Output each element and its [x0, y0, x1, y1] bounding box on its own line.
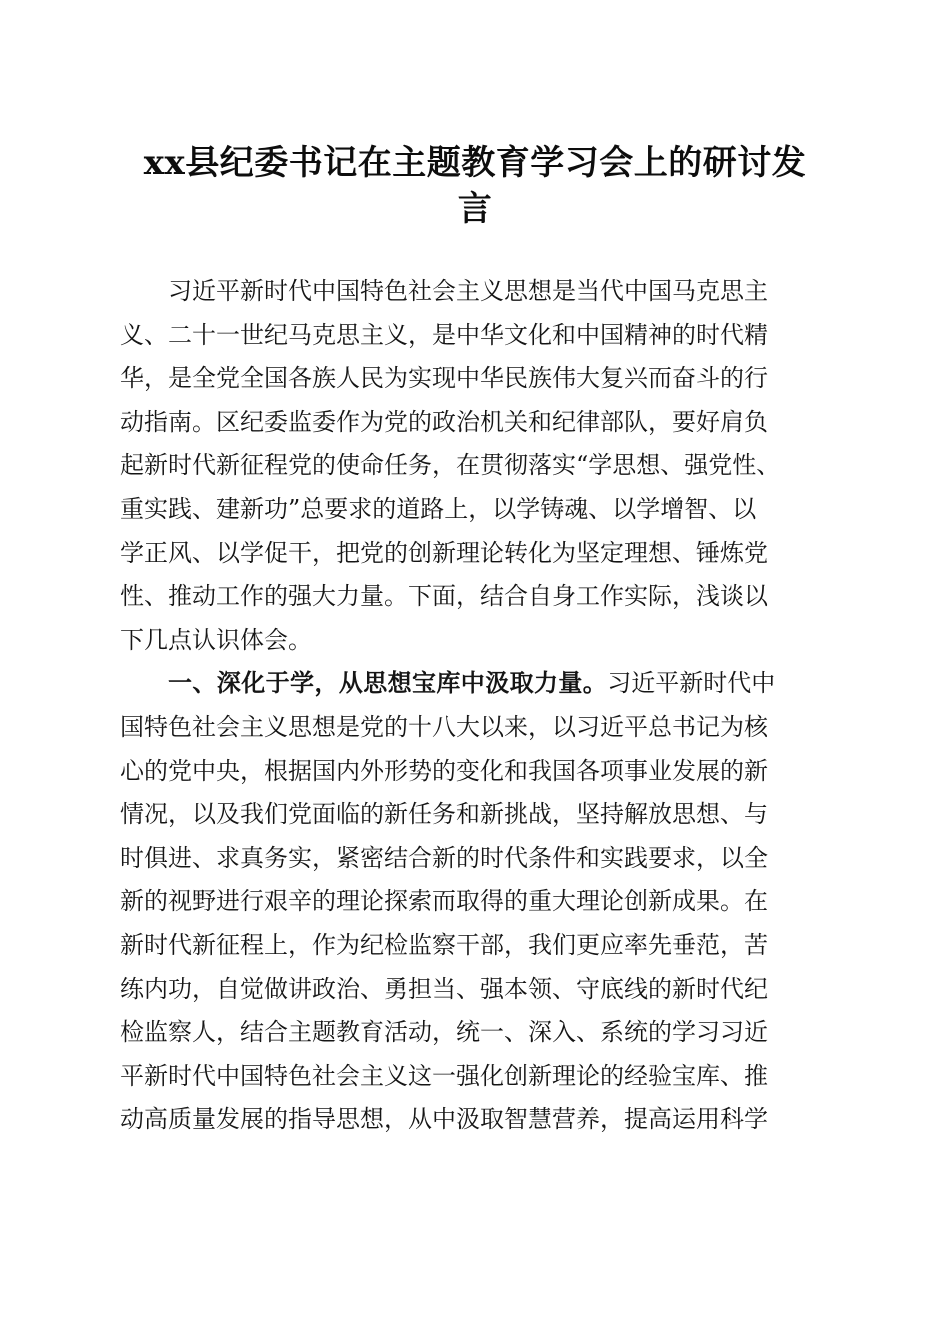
paragraph-line: 动高质量发展的指导思想，从中汲取智慧营养，提高运用科学 [120, 1105, 768, 1134]
paragraph-line: 检监察人，结合主题教育活动，统一、深入、系统的学习习近 [120, 1018, 768, 1047]
paragraph-line: 新的视野进行艰辛的理论探索而取得的重大理论创新成果。在 [120, 887, 768, 916]
paragraph-line: 习近平新时代中国特色社会主义思想是当代中国马克思主 [168, 277, 768, 305]
title-line: 言 [457, 189, 493, 229]
paragraph-line: 时俱进、求真务实，紧密结合新的时代条件和实践要求，以全 [120, 843, 768, 872]
section-1-first-line [120, 662, 850, 706]
paragraph-line: 练内功，自觉做讲政治、勇担当、强本领、守底线的新时代纪 [120, 974, 768, 1003]
paragraph-line: 华，是全党全国各族人民为实现中华民族伟大复兴而奋斗的行 [120, 364, 768, 393]
paragraph-line: 重实践、建新功”总要求的道路上，以学铸魂、以学增智、以 [120, 494, 757, 523]
paragraph-line: 心的党中央，根据国内外形势的变化和我国各项事业发展的新 [120, 756, 768, 785]
paragraph-line: 情况，以及我们党面临的新任务和新挑战，坚持解放思想、与 [120, 800, 768, 829]
paragraph-line: 下几点认识体会。 [120, 625, 312, 654]
paragraph-line: 学正风、以学促干，把党的创新理论转化为坚定理想、锤炼党 [120, 538, 768, 567]
paragraph-line: 动指南。区纪委监委作为党的政治机关和纪律部队，要好肩负 [120, 407, 768, 436]
paragraph-line: 起新时代新征程党的使命任务，在贯彻落实“学思想、强党性、 [120, 451, 781, 480]
section-1-first-line-text: 习近平新时代中 [607, 669, 776, 698]
intro-paragraph [120, 270, 850, 662]
paragraph-line: 性、推动工作的强大力量。下面，结合自身工作实际，浅谈以 [120, 582, 768, 611]
title-line: xx县纪委书记在主题教育学习会上的研讨发 [143, 143, 807, 183]
paragraph-line: 新时代新征程上，作为纪检监察干部，我们更应率先垂范，苦 [120, 930, 768, 959]
paragraph-line: 平新时代中国特色社会主义这一强化创新理论的经验宝库、推 [120, 1061, 768, 1090]
section-1-paragraph [120, 662, 850, 1142]
section-1-heading: 一、深化于学，从思想宝库中汲取力量。 [168, 669, 608, 698]
paragraph-line: 义、二十一世纪马克思主义，是中华文化和中国精神的时代精 [120, 320, 768, 349]
paragraph-line: 国特色社会主义思想是党的十八大以来，以习近平总书记为核 [120, 712, 768, 741]
document-title [110, 140, 840, 232]
document-body [120, 270, 850, 1142]
